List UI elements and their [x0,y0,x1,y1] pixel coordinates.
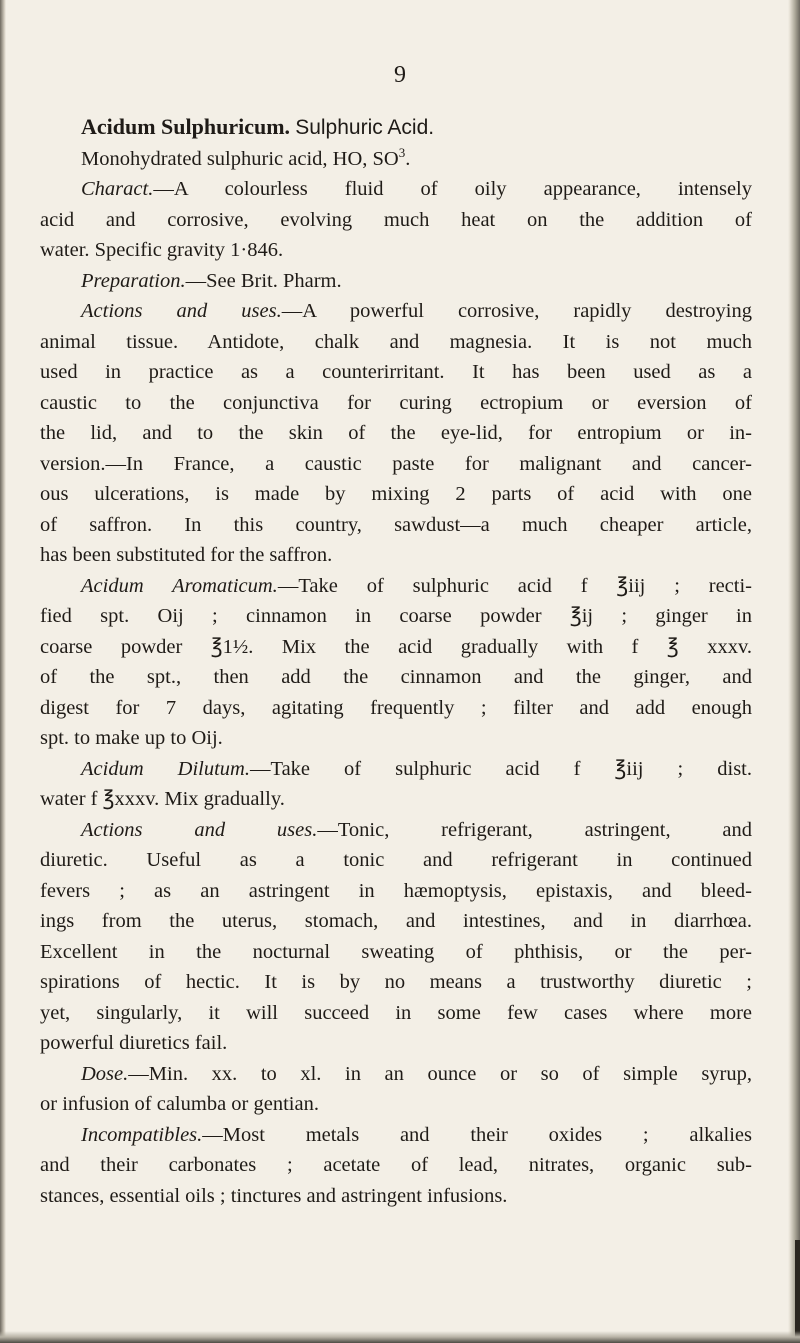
actions-uses-paragraph: Actions and uses.—A powerful corrosive, rapidly destroying animal tissue. Antidote, chalk and magnesia. It is not much used in practice as a counterirritant. It has been used as a caustic to the conjunctiva for curing ectropium or eversion of the lid, and to the skin of the eye-lid, for entropium or in- version.—In France, a caustic paste for malignant and cancer- ous ulcerations, is made by mixing 2 parts of acid with one of saffron. In this country, sawdust—a much cheaper article, has been substituted for the saffron. [40,300,752,566]
section-heading [40,112,752,144]
paragraph-label: Acidum Aromaticum. [81,574,278,597]
paragraph-label: Actions and uses. [81,818,318,841]
preparation-paragraph: Preparation.—See Brit. Pharm. [81,269,342,292]
page-bottom-edge [0,1331,800,1343]
paragraph-label: Preparation. [81,269,186,292]
heading-english: Sulphuric Acid. [295,116,435,139]
dose-paragraph: Dose.—Min. xx. to xl. in an ounce or so of simple syrup, or infusion of calumba or gentian. [40,1062,752,1115]
page-left-edge [0,0,6,1343]
characters-paragraph: Charact.—A colourless fluid of oily appearance, intensely acid and corrosive, evolving much heat on the addition of water. Specific gravity 1·846. [40,178,752,261]
page-number: 9 [394,62,406,88]
paragraph-label: Incompatibles. [81,1123,203,1146]
dilutum-actions-paragraph: Actions and uses.—Tonic, refrigerant, astringent, and diuretic. Useful as a tonic and refrigerant in continued fevers ; as an astringent in hæmoptysis, epistaxis, and bleed- ings from the uterus, stomach, and intestines, and in diarrhœa. Excellent in the nocturnal sweating of phthisis, or the per- spirations of hectic. It is by no means a trustworthy diuretic ; yet, singularly, it will succeed in some few cases where more powerful diuretics fail. [40,818,752,1054]
acidum-dilutum-paragraph: Acidum Dilutum.—Take of sulphuric acid f ℥iij ; dist. water f ℥xxxv. Mix gradually. [40,757,752,810]
page-body [40,112,752,1211]
binding-mark [795,1240,800,1340]
formula-line: Monohydrated sulphuric acid, HO, $SO^3$. [81,144,411,170]
heading-latin: Acidum Sulphuricum. [81,114,291,139]
acidum-aromaticum-paragraph: Acidum Aromaticum.—Take of sulphuric acid f ℥iij ; recti- fied spt. Oij ; cinnamon in coarse powder ℥ij ; ginger in coarse powder ℥1½. Mix the acid gradually with f ℥ xxxv. of the spt., then add the cinnamon and the ginger, and digest for 7 days, agitating frequently ; filter and add enough spt. to make up to Oij. [40,574,752,749]
paragraph-label: Actions and uses. [81,300,282,322]
incompatibles-paragraph: Incompatibles.—Most metals and their oxides ; alkalies and their carbonates ; acetate of lead, nitrates, organic sub- stances, essential oils ; tinctures and astringent infusions. [40,1123,752,1207]
paragraph-label: Charact. [81,178,154,200]
paragraph-label: Acidum Dilutum. [81,757,250,780]
page-right-edge [788,0,800,1343]
paragraph-label: Dose. [81,1062,129,1085]
